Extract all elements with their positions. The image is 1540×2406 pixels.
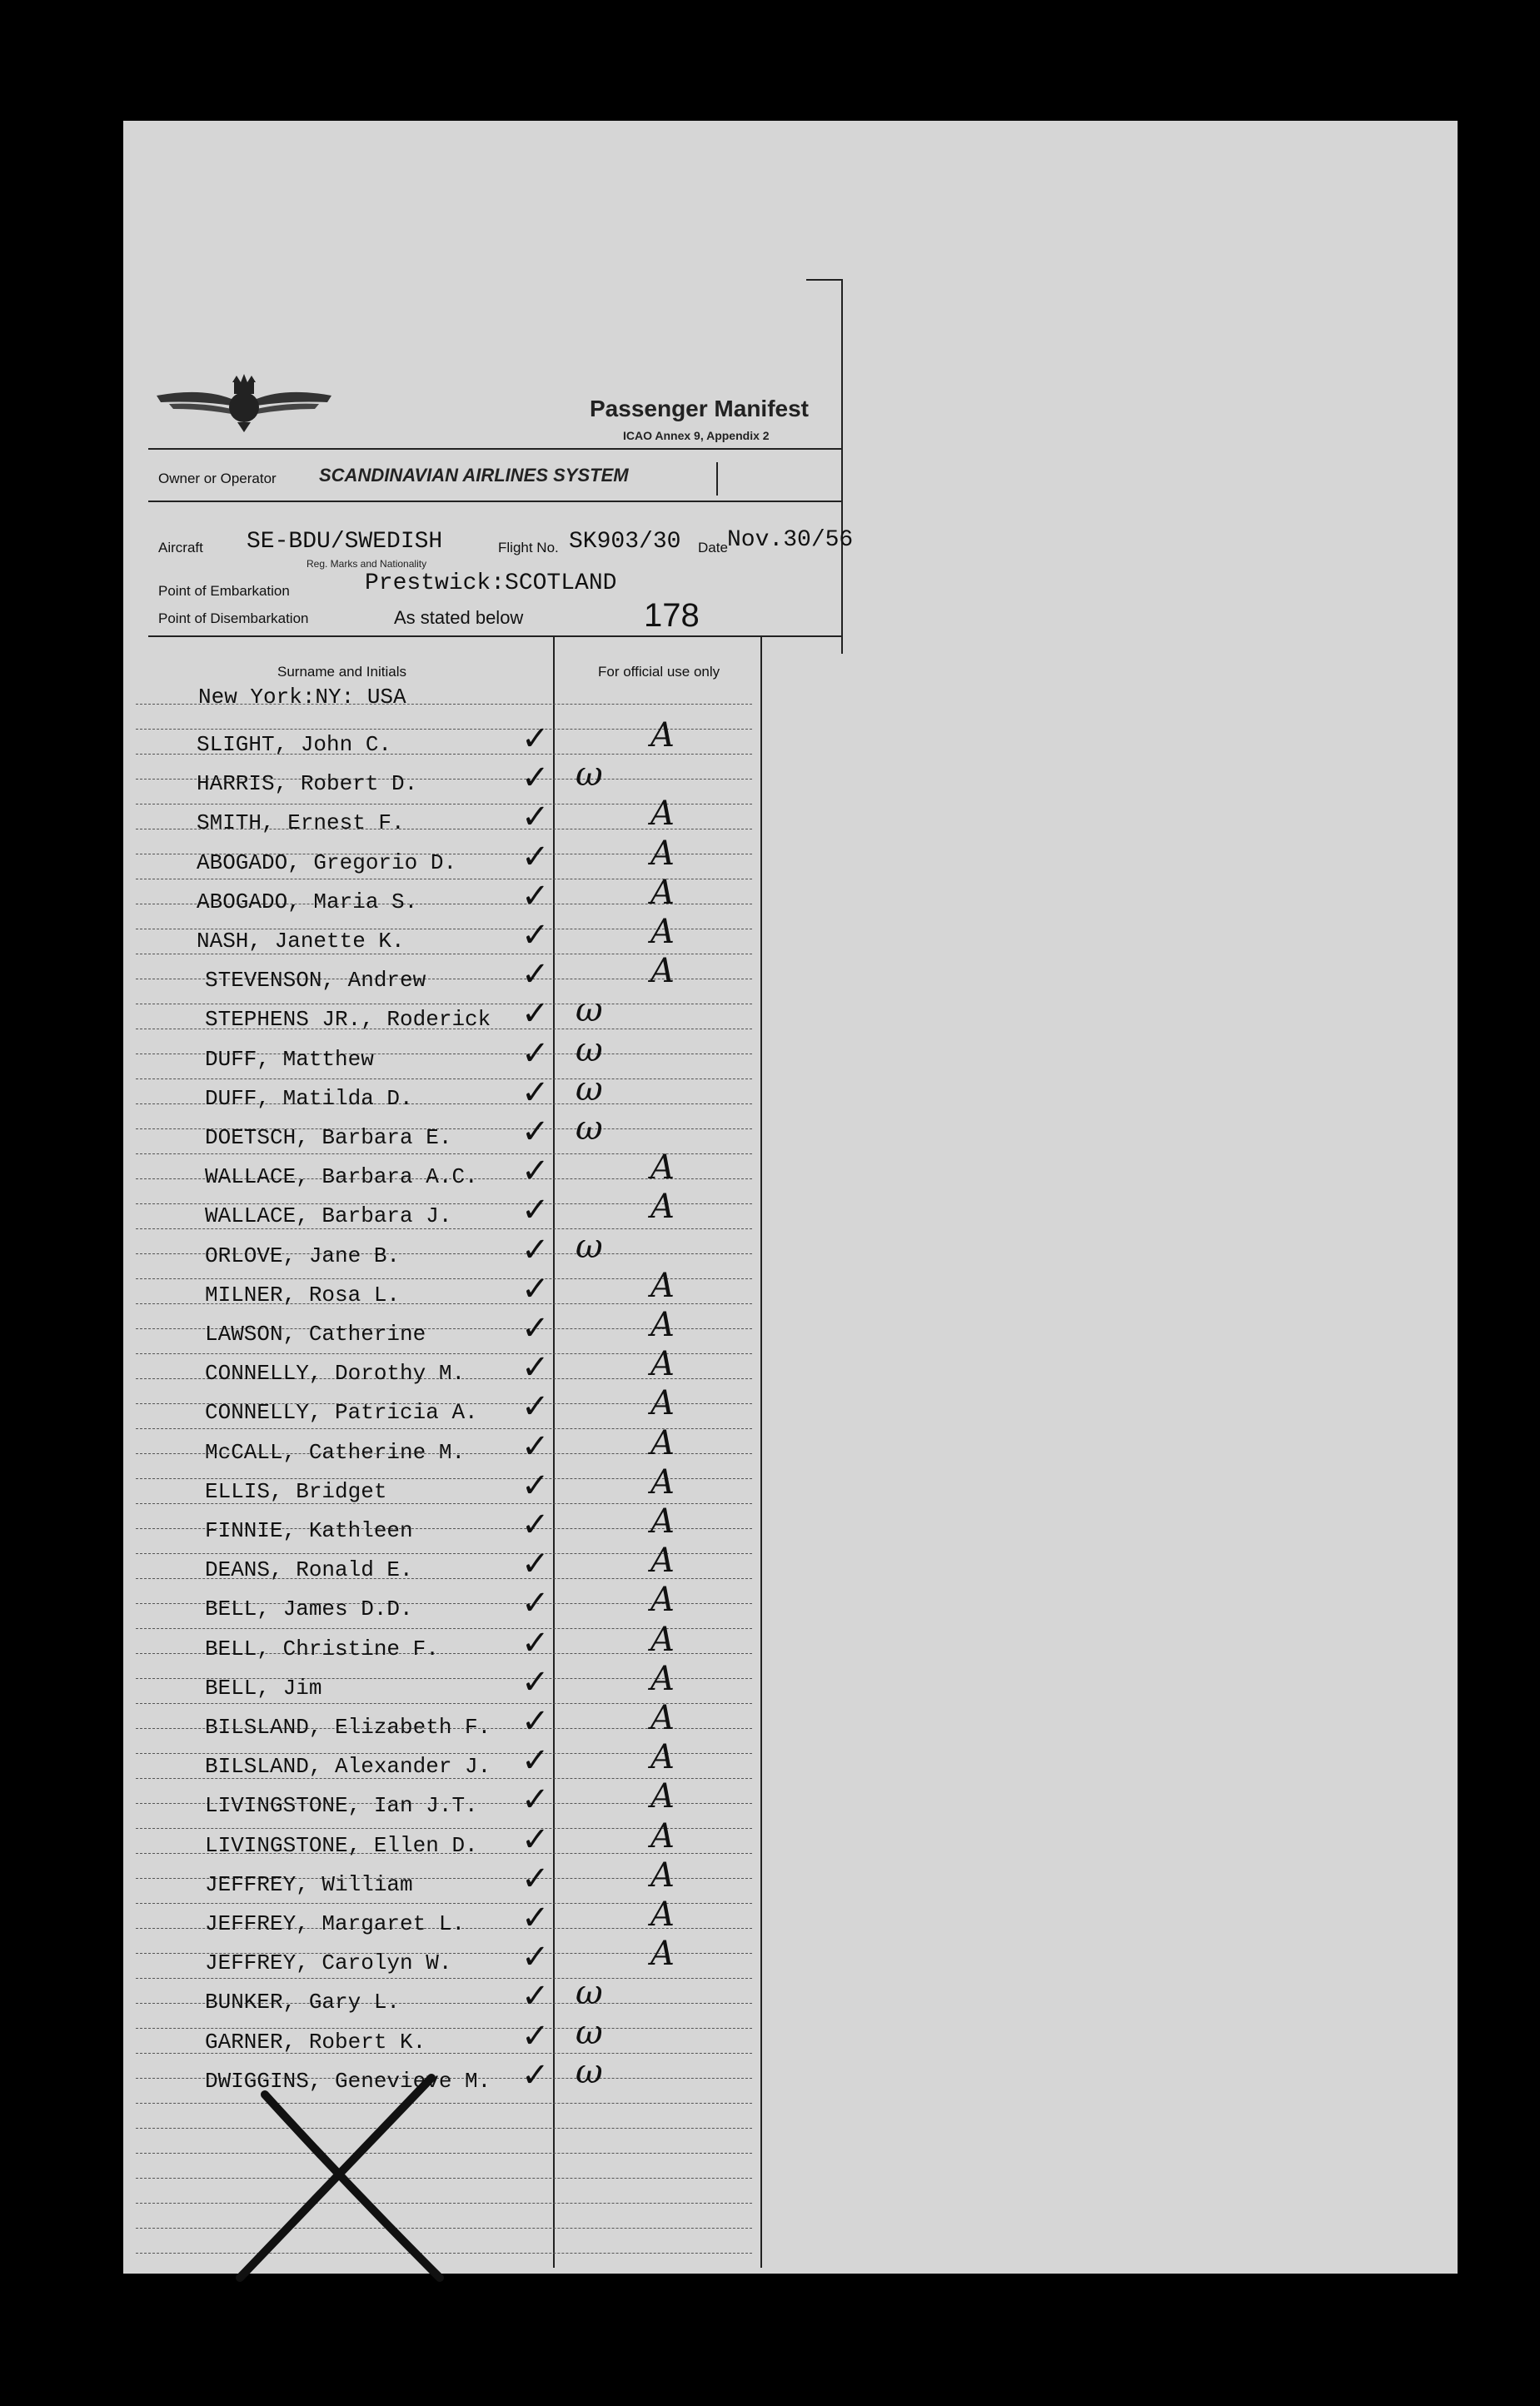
owner-separator — [716, 462, 718, 496]
check-mark: ✓ — [521, 1584, 550, 1623]
disembark-value: As stated below — [394, 607, 524, 628]
official-mark: ω — [576, 755, 603, 795]
official-mark: A — [650, 873, 675, 912]
passenger-name: DUFF, Matthew — [205, 1046, 374, 1072]
date-label: Date — [698, 540, 728, 555]
check-mark: ✓ — [521, 1073, 550, 1112]
official-mark: A — [650, 1738, 675, 1777]
header-divider — [148, 448, 841, 450]
official-mark: ω — [576, 1109, 603, 1148]
passenger-name: McCALL, Catherine M. — [205, 1439, 466, 1465]
aircraft-label: Aircraft — [158, 540, 203, 555]
official-mark: A — [650, 1423, 675, 1462]
passenger-name: DWIGGINS, Genevieve M. — [205, 2068, 491, 2094]
passenger-name: WALLACE, Barbara A.C. — [205, 1164, 478, 1190]
check-mark: ✓ — [521, 759, 550, 798]
aircraft-value: SE-BDU/SWEDISH — [247, 529, 443, 555]
check-mark: ✓ — [521, 1348, 550, 1387]
manifest-page — [123, 121, 1458, 2274]
flight-value: SK903/30 — [569, 529, 681, 555]
official-mark: A — [650, 1699, 675, 1737]
crossout-mark — [223, 2061, 473, 2286]
official-mark: A — [650, 913, 675, 951]
ruled-line — [136, 1004, 752, 1005]
destination: New York:NY: USA — [198, 685, 406, 710]
official-mark: ω — [576, 2013, 603, 2052]
official-mark: A — [650, 1856, 675, 1895]
check-mark: ✓ — [521, 1506, 550, 1544]
official-mark: A — [650, 1266, 675, 1305]
check-mark: ✓ — [521, 1191, 550, 1230]
official-mark: ω — [576, 1974, 603, 2013]
check-mark: ✓ — [521, 837, 550, 876]
check-mark: ✓ — [521, 1034, 550, 1073]
owner-label: Owner or Operator — [158, 471, 277, 486]
passenger-name: LIVINGSTONE, Ellen D. — [205, 1832, 478, 1858]
official-mark: A — [650, 1188, 675, 1227]
form-subtitle: ICAO Annex 9, Appendix 2 — [623, 429, 770, 442]
check-mark: ✓ — [521, 994, 550, 1034]
check-mark: ✓ — [521, 1269, 550, 1308]
check-mark: ✓ — [521, 798, 550, 837]
check-mark: ✓ — [521, 2016, 550, 2055]
check-mark: ✓ — [521, 1741, 550, 1781]
check-mark: ✓ — [521, 1113, 550, 1151]
passenger-name: ELLIS, Bridget — [205, 1478, 387, 1504]
check-mark: ✓ — [521, 876, 550, 915]
check-mark: ✓ — [521, 1702, 550, 1741]
passenger-name: BELL, Jim — [205, 1675, 322, 1701]
check-mark: ✓ — [521, 1427, 550, 1466]
check-mark: ✓ — [521, 1781, 550, 1820]
passenger-name: CONNELLY, Dorothy M. — [205, 1361, 466, 1387]
passenger-name: BILSLAND, Alexander J. — [205, 1754, 491, 1780]
official-mark: A — [650, 1502, 675, 1541]
owner-value: SCANDINAVIAN AIRLINES SYSTEM — [319, 465, 629, 486]
official-mark: A — [650, 795, 675, 834]
passenger-name: NASH, Janette K. — [197, 929, 405, 954]
header-bottom-border — [148, 635, 841, 637]
official-mark: A — [650, 1384, 675, 1423]
header-top-tick — [806, 279, 843, 281]
check-mark: ✓ — [521, 1899, 550, 1937]
official-mark: ω — [576, 2052, 603, 2091]
passenger-name: ABOGADO, Gregorio D. — [197, 849, 457, 875]
check-mark: ✓ — [521, 1387, 550, 1427]
passenger-name: FINNIE, Kathleen — [205, 1518, 413, 1543]
official-mark: A — [650, 834, 675, 873]
official-mark: A — [650, 1148, 675, 1188]
passenger-name: CONNELLY, Patricia A. — [205, 1400, 478, 1426]
official-mark: A — [650, 1895, 675, 1934]
check-mark: ✓ — [521, 955, 550, 994]
airline-logo — [152, 371, 336, 437]
passenger-name: MILNER, Rosa L. — [205, 1282, 401, 1308]
official-mark: A — [650, 1581, 675, 1620]
passenger-name: ORLOVE, Jane B. — [205, 1243, 401, 1268]
passenger-name: DUFF, Matilda D. — [205, 1085, 413, 1111]
check-mark: ✓ — [521, 1309, 550, 1347]
passenger-name: DOETSCH, Barbara E. — [205, 1125, 452, 1150]
check-mark: ✓ — [521, 1977, 550, 2016]
check-mark: ✓ — [521, 1230, 550, 1269]
form-title: Passenger Manifest — [590, 396, 809, 421]
owner-divider — [148, 501, 841, 502]
check-mark: ✓ — [521, 1820, 550, 1859]
passenger-name: LAWSON, Catherine — [205, 1322, 426, 1347]
passenger-name: JEFFREY, Margaret L. — [205, 1911, 466, 1936]
official-mark: ω — [576, 1069, 603, 1108]
passenger-name: WALLACE, Barbara J. — [205, 1203, 452, 1229]
passenger-name: BELL, James D.D. — [205, 1597, 413, 1622]
official-mark: A — [650, 952, 675, 991]
passenger-name: BELL, Christine F. — [205, 1636, 439, 1661]
official-mark: A — [650, 1935, 675, 1974]
header-right-border — [841, 279, 843, 654]
column-divider — [553, 635, 555, 2268]
passenger-name: BUNKER, Gary L. — [205, 1990, 401, 2015]
ruled-line — [136, 1078, 752, 1080]
check-mark: ✓ — [521, 1859, 550, 1898]
ruled-line — [136, 704, 752, 705]
passenger-name: LIVINGSTONE, Ian J.T. — [205, 1793, 478, 1819]
check-mark: ✓ — [521, 2055, 550, 2095]
passenger-name: SLIGHT, John C. — [197, 732, 392, 757]
official-mark: A — [650, 1620, 675, 1659]
check-mark: ✓ — [521, 1938, 550, 1977]
date-value: Nov.30/56 — [727, 527, 854, 553]
official-mark: A — [650, 1777, 675, 1816]
passenger-name: GARNER, Robert K. — [205, 2029, 426, 2055]
check-mark: ✓ — [521, 1662, 550, 1701]
disembark-label: Point of Disembarkation — [158, 610, 309, 626]
passenger-name: SMITH, Ernest F. — [197, 810, 405, 836]
reg-marks-label: Reg. Marks and Nationality — [307, 558, 427, 570]
ruled-line — [136, 1978, 752, 1980]
surname-column-header: Surname and Initials — [277, 664, 406, 680]
check-mark: ✓ — [521, 1152, 550, 1191]
official-mark: A — [650, 1659, 675, 1698]
official-mark: A — [650, 1345, 675, 1384]
page-number: 178 — [644, 597, 700, 634]
passenger-name: STEPHENS JR., Roderick — [205, 1007, 491, 1033]
embark-label: Point of Embarkation — [158, 583, 290, 599]
official-mark: A — [650, 716, 675, 755]
embark-value: Prestwick:SCOTLAND — [365, 570, 617, 596]
official-mark: ω — [576, 1030, 603, 1069]
official-mark: ω — [576, 991, 603, 1030]
passenger-name: DEANS, Ronald E. — [205, 1557, 413, 1583]
passenger-name: ABOGADO, Maria S. — [197, 889, 418, 914]
official-mark: A — [650, 1542, 675, 1581]
flight-label: Flight No. — [498, 540, 559, 555]
table-right-border — [760, 635, 762, 2268]
official-mark: ω — [576, 1227, 603, 1266]
official-mark: A — [650, 1816, 675, 1856]
official-column-header: For official use only — [598, 664, 720, 680]
check-mark: ✓ — [521, 1466, 550, 1505]
official-mark: A — [650, 1462, 675, 1502]
passenger-name: STEVENSON, Andrew — [205, 968, 426, 994]
passenger-name: HARRIS, Robert D. — [197, 771, 418, 797]
passenger-name: BILSLAND, Elizabeth F. — [205, 1715, 491, 1740]
passenger-name: JEFFREY, William — [205, 1871, 413, 1897]
check-mark: ✓ — [521, 916, 550, 954]
check-mark: ✓ — [521, 1623, 550, 1662]
check-mark: ✓ — [521, 720, 550, 758]
passenger-name: JEFFREY, Carolyn W. — [205, 1950, 452, 1976]
check-mark: ✓ — [521, 1545, 550, 1584]
official-mark: A — [650, 1306, 675, 1344]
